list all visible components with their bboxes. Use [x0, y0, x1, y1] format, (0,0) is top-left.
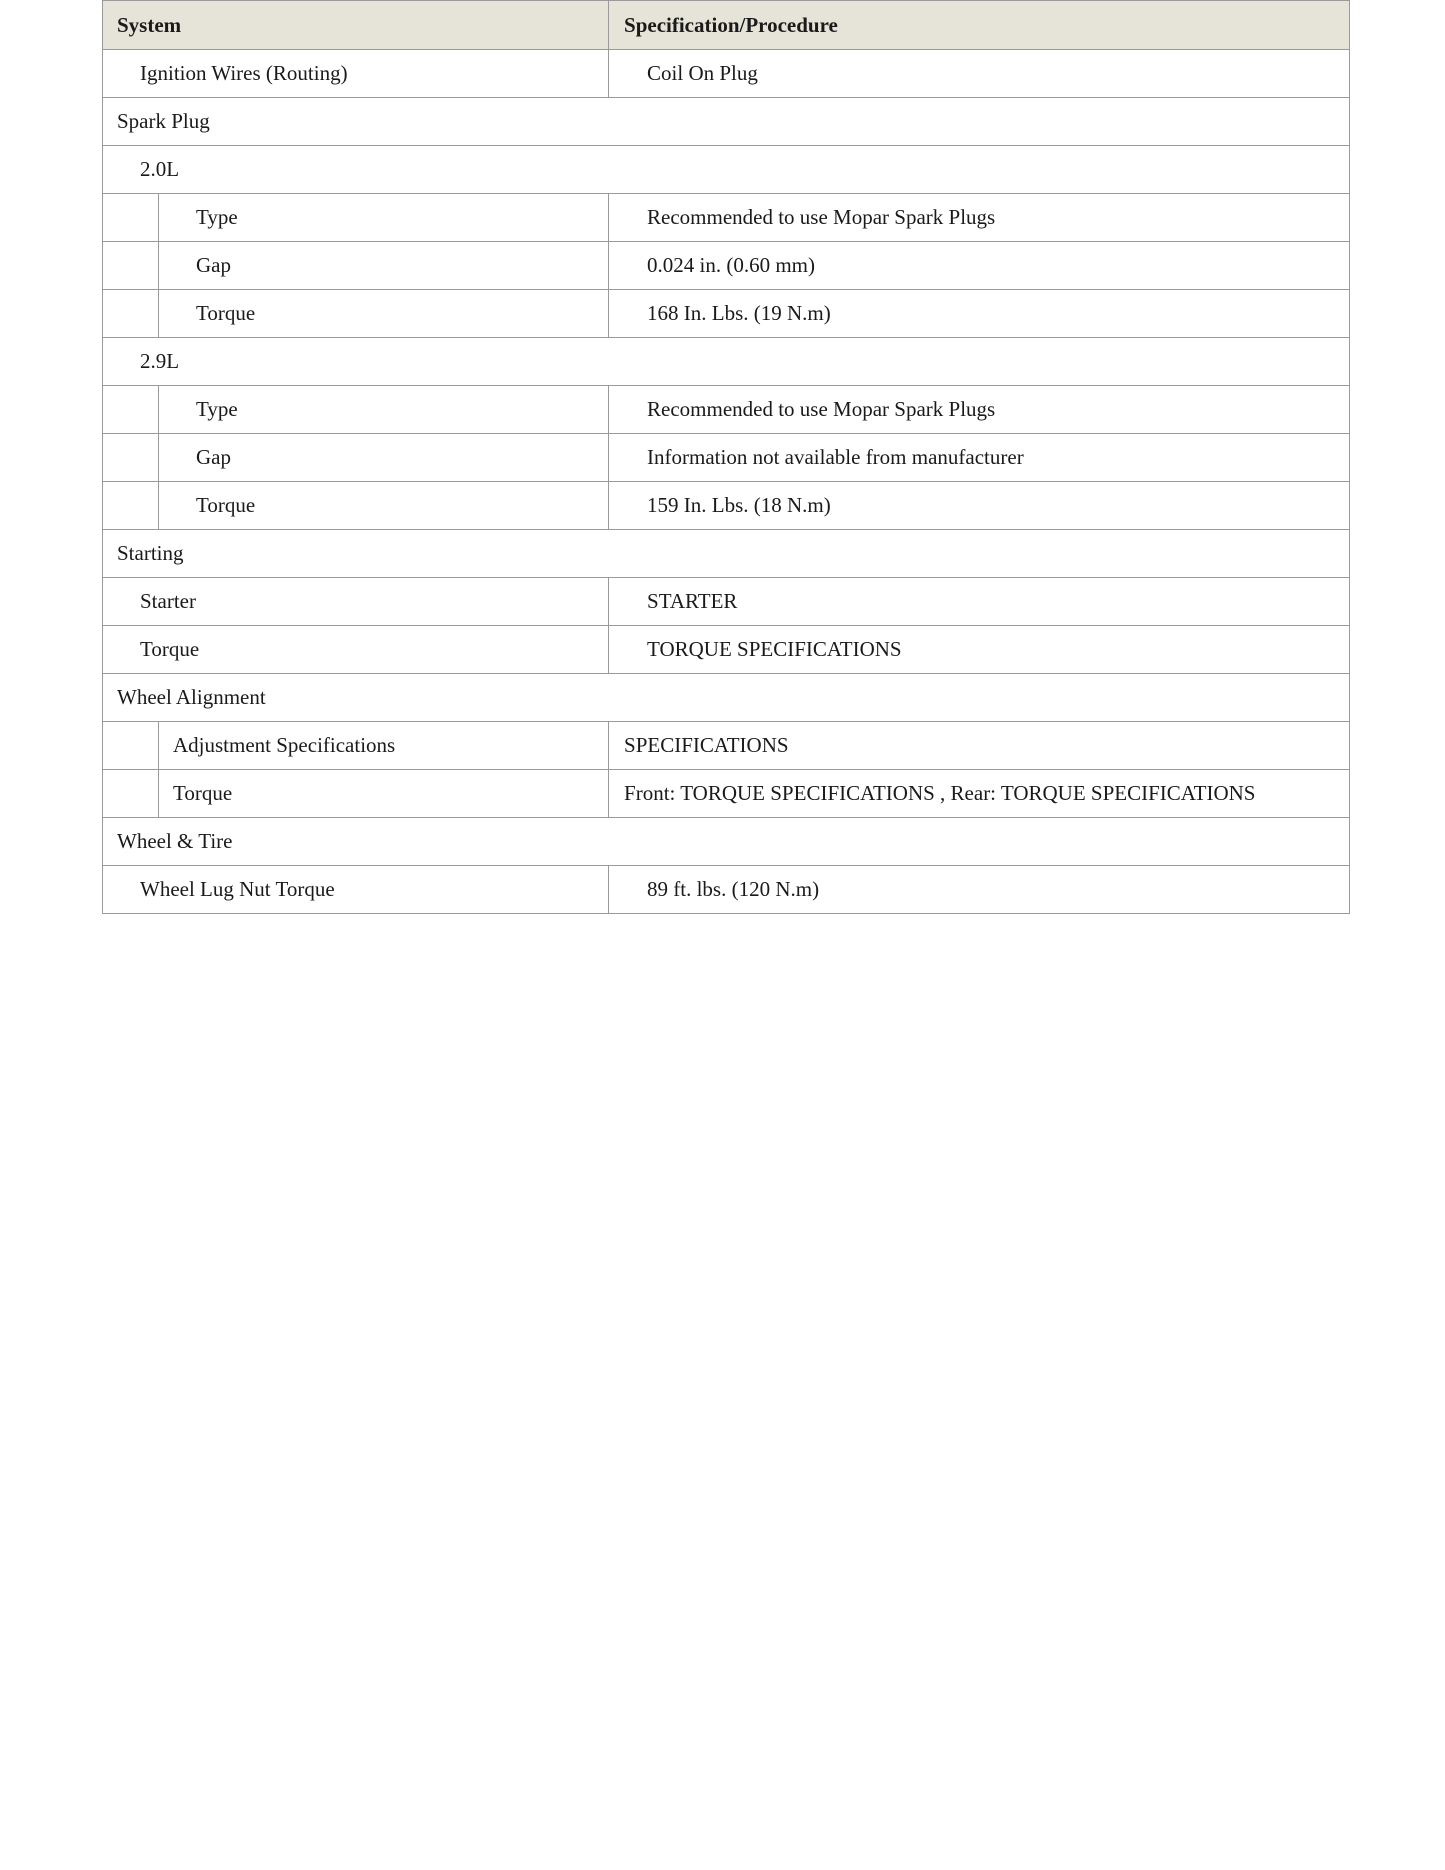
indent-cell: [103, 194, 159, 242]
row-label: Torque: [159, 770, 609, 818]
row-label: Type: [159, 386, 609, 434]
row-label: Torque: [103, 626, 609, 674]
row-value: TORQUE SPECIFICATIONS: [609, 626, 1350, 674]
row-label: Wheel Lug Nut Torque: [103, 866, 609, 914]
subsection-label: 2.0L: [103, 146, 1350, 194]
table-row: [103, 50, 1350, 98]
table-row: [103, 866, 1350, 914]
row-label: Torque: [159, 482, 609, 530]
row-label: Starter: [103, 578, 609, 626]
row-value: 159 In. Lbs. (18 N.m): [609, 482, 1350, 530]
row-value: 89 ft. lbs. (120 N.m): [609, 866, 1350, 914]
indent-cell: [103, 722, 159, 770]
row-value: Coil On Plug: [609, 50, 1350, 98]
row-label: Torque: [159, 290, 609, 338]
indent-cell: [103, 770, 159, 818]
row-value: 168 In. Lbs. (19 N.m): [609, 290, 1350, 338]
row-value: Front: TORQUE SPECIFICATIONS , Rear: TORQUE SPECIFICATIONS: [609, 770, 1350, 818]
row-value: Recommended to use Mopar Spark Plugs: [609, 386, 1350, 434]
row-label: Ignition Wires (Routing): [103, 50, 609, 98]
row-label: Gap: [159, 434, 609, 482]
table-row: [103, 194, 1350, 242]
row-value: Information not available from manufacturer: [609, 434, 1350, 482]
subsection-label: 2.9L: [103, 338, 1350, 386]
section-label: Starting: [103, 530, 1350, 578]
subsection-row: [103, 146, 1350, 194]
table-row: [103, 290, 1350, 338]
table-row: [103, 770, 1350, 818]
table-row: [103, 386, 1350, 434]
row-label: Type: [159, 194, 609, 242]
indent-cell: [103, 434, 159, 482]
subsection-row: [103, 338, 1350, 386]
indent-cell: [103, 290, 159, 338]
row-value: STARTER: [609, 578, 1350, 626]
header-specification: Specification/Procedure: [609, 1, 1350, 50]
section-row: [103, 530, 1350, 578]
table-row: [103, 578, 1350, 626]
section-label: Spark Plug: [103, 98, 1350, 146]
section-row: [103, 674, 1350, 722]
table-row: [103, 242, 1350, 290]
row-value: SPECIFICATIONS: [609, 722, 1350, 770]
table-header-row: [103, 1, 1350, 50]
indent-cell: [103, 242, 159, 290]
row-label: Gap: [159, 242, 609, 290]
table-row: [103, 722, 1350, 770]
section-label: Wheel & Tire: [103, 818, 1350, 866]
section-label: Wheel Alignment: [103, 674, 1350, 722]
section-row: [103, 98, 1350, 146]
indent-cell: [103, 482, 159, 530]
table-row: [103, 434, 1350, 482]
indent-cell: [103, 386, 159, 434]
table-row: [103, 626, 1350, 674]
row-value: 0.024 in. (0.60 mm): [609, 242, 1350, 290]
row-value: Recommended to use Mopar Spark Plugs: [609, 194, 1350, 242]
row-label: Adjustment Specifications: [159, 722, 609, 770]
section-row: [103, 818, 1350, 866]
table-row: [103, 482, 1350, 530]
header-system: System: [103, 1, 609, 50]
specifications-table: [102, 0, 1350, 914]
